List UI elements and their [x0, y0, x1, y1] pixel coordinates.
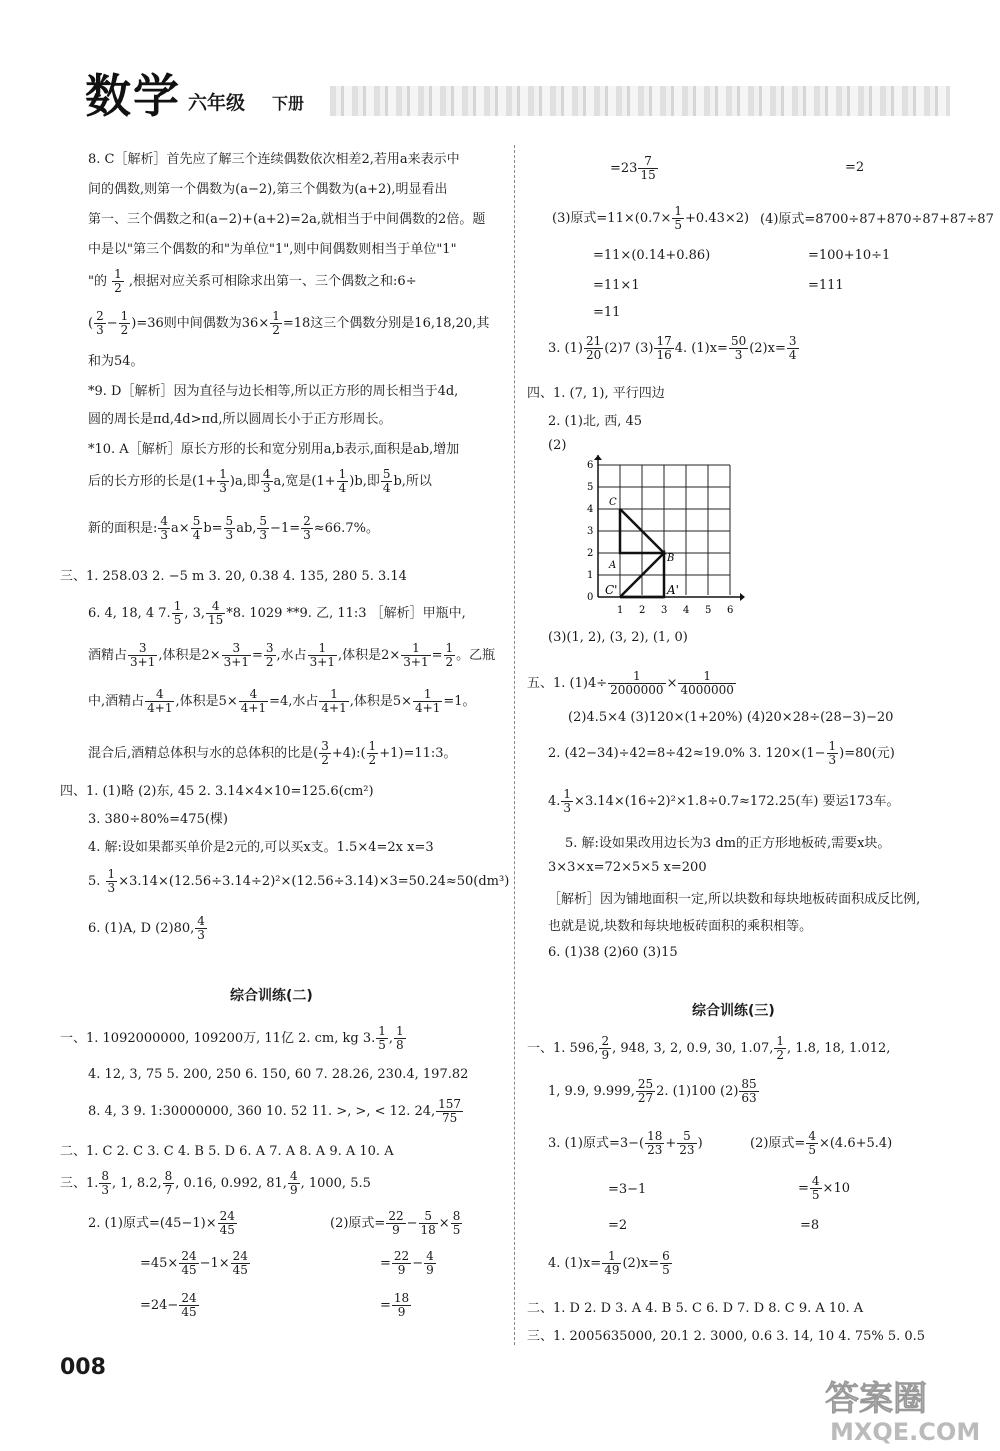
grade-label: 六年级 — [188, 92, 246, 114]
text-line: 三、1. $\frac{8}{3}$ , 1, 8.2, $\frac{8}{7}$ , 0.16, 0.992, 81, $\frac{4}{9}$ , 1000, 5.5 — [60, 1169, 371, 1198]
text-line: 二、1. C 2. C 3. C 4. B 5. D 6. A 7. A 8. A 9. A 10. A — [60, 1144, 394, 1159]
text-line: = $\frac{4}{5}$ ×10 — [798, 1174, 850, 1203]
text-line: 五、1. (1)4÷ $\frac{1}{2000000}$ × $\frac{1}{4000000}$ — [527, 669, 734, 698]
x-tick: 3 — [661, 605, 668, 616]
text-line: =111 — [808, 278, 844, 293]
text-line: 8. 4, 3 9. 1:30000000, 360 10. 52 11. >, >, < 12. 24, $\frac{157}{75}$ — [88, 1097, 462, 1126]
point-label-B: B — [667, 553, 675, 564]
point-label-C-prime: C' — [605, 583, 618, 597]
text-line: (3)(1, 2), (3, 2), (1, 0) — [548, 630, 688, 645]
fraction: $\frac{1}{2}$ — [114, 267, 122, 296]
x-tick: 2 — [639, 605, 646, 616]
text-line: =2 — [608, 1218, 628, 1233]
text-line: =23 $\frac{7}{15}$ — [610, 154, 656, 183]
x-tick: 5 — [705, 605, 712, 616]
watermark-logo — [820, 1370, 990, 1445]
text-line: 6. (1)A, D (2)80, $\frac{4}{3}$ — [88, 914, 205, 943]
text-line: 1, 9.9, 9.999, $\frac{25}{27}$ 2. (1)100 (2) $\frac{85}{63}$ — [548, 1077, 757, 1106]
text-line: 6. (1)38 (2)60 (3)15 — [548, 945, 678, 960]
coordinate-grid — [585, 455, 745, 625]
text-line: 中是以"第三个偶数的和"为单位"1",则中间偶数则相当于单位"1" — [88, 242, 457, 257]
page-number: 008 — [60, 1355, 106, 1380]
book-title: 数学 — [85, 69, 181, 123]
text-line: 2. (1)原式=(45−1)× $\frac{24}{45}$ — [88, 1209, 235, 1238]
section-title: 综合训练(三) — [692, 1003, 775, 1019]
text-line: 8. C［解析］首先应了解三个连续偶数依次相差2,若用a来表示中 — [88, 152, 460, 167]
text-line: 4. $\frac{1}{3}$ ×3.14×(16÷2)²×1.8÷0.7≈172.25(车) 要运173车。 — [548, 787, 900, 816]
text-line: "的 $\frac{1}{2}$ ,根据对应关系可相除求出第一、三个偶数之和:6÷ — [88, 267, 417, 296]
text-line: =11×1 — [593, 278, 640, 293]
text-line: 和为54。 — [88, 354, 144, 369]
header-decor-band — [330, 86, 950, 116]
y-tick: 3 — [587, 526, 594, 537]
text-line: 混合后,酒精总体积与水的总体积的比是( $\frac{3}{2}$ +4):( $\frac{1}{2}$ +1)=11:3。 — [88, 739, 457, 768]
text-line: 3. (1)原式=3−( $\frac{18}{23}$ + $\frac{5}{23}$ ) — [548, 1129, 703, 1158]
text-line: 3. 380÷80%=475(棵) — [88, 812, 228, 827]
svg-text:MXQE.COM: MXQE.COM — [830, 1418, 981, 1445]
y-tick: 1 — [587, 570, 594, 581]
text-line: 四、1. (7, 1), 平行四边 — [527, 386, 665, 401]
text-line: (2)原式= $\frac{22}{9}$ − $\frac{5}{18}$ × $\frac{8}{5}$ — [330, 1209, 461, 1238]
text-line: (2)原式= $\frac{4}{5}$ ×(4.6+5.4) — [750, 1129, 893, 1158]
text-line: 6. 4, 18, 4 7. $\frac{1}{5}$ , 3, $\frac{4}{15}$ *8. 1029 **9. 乙, 11:3 ［解析］甲瓶中, — [88, 599, 466, 628]
text-line: = $\frac{22}{9}$ − $\frac{4}{9}$ — [380, 1249, 434, 1278]
text-line: 酒精占 $\frac{3}{3+1}$ ,体积是2× $\frac{3}{3+1}$ = $\frac{3}{2}$ ,水占 $\frac{1}{3+1}$ ,体积是2× $\frac{1}{3+1}$ = $\frac{1}{2}$ 。乙瓶 — [88, 641, 496, 670]
text-line: 5. 解:设如果改用边长为3 dm的正方形地板砖,需要x块。 — [565, 836, 891, 851]
text-line: 3. (1) $\frac{21}{20}$ (2)7 (3) $\frac{17}{16}$ 4. (1)x= $\frac{50}{3}$ (2)x= $\frac{3}{4}$ — [548, 334, 797, 363]
point-label-C: C — [609, 497, 617, 508]
x-tick: 6 — [727, 605, 734, 616]
text-line: 三、1. 258.03 2. −5 m 3. 20, 0.38 4. 135, 280 5. 3.14 — [60, 569, 407, 584]
svg-text:答案圈: 答案圈 — [825, 1379, 927, 1419]
text-line: 也就是说,块数和每块地板砖面积的乘积相等。 — [548, 919, 813, 934]
y-tick: 2 — [587, 548, 594, 559]
x-tick: 1 — [617, 605, 624, 616]
text-line: 三、1. 2005635000, 20.1 2. 3000, 0.6 3. 14, 10 4. 75% 5. 0.5 — [527, 1329, 926, 1344]
text-line: 二、1. D 2. D 3. A 4. B 5. C 6. D 7. D 8. C 9. A 10. A — [527, 1301, 864, 1316]
text-line: 间的偶数,则第一个偶数为(a−2),第三个偶数为(a+2),明显看出 — [88, 182, 448, 197]
text-line: 四、1. (1)略 (2)东, 45 2. 3.14×4×10=125.6(cm²) — [60, 784, 374, 799]
text-line: =8 — [800, 1218, 820, 1233]
text-line: 2. (42−34)÷42=8÷42≈19.0% 3. 120×(1− $\frac{1}{3}$ )=80(元) — [548, 739, 895, 768]
column-divider — [514, 145, 515, 1345]
y-tick: 5 — [587, 482, 594, 493]
text-line: (3)原式=11×(0.7× $\frac{1}{5}$ +0.43×2) — [552, 204, 750, 233]
text-line: =11×(0.14+0.86) — [593, 248, 711, 263]
text-line: 第一、三个偶数之和(a−2)+(a+2)=2a,就相当于中间偶数的2倍。题 — [88, 212, 486, 227]
point-label-A: A — [609, 560, 617, 571]
text-line: 5. $\frac{1}{3}$ ×3.14×(12.56÷3.14÷2)²×(12.56÷3.14)×3=50.24≈50(dm³) — [88, 867, 510, 896]
text-line: ( $\frac{2}{3}$ − $\frac{1}{2}$ )=36则中间偶数为36× $\frac{1}{2}$ =18这三个偶数分别是16,18,20,其 — [88, 309, 490, 338]
text-line: 4. 解:设如果都买单价是2元的,可以买x支。1.5×4=2x x=3 — [88, 840, 434, 855]
grid-svg — [585, 455, 745, 625]
text-line: (2) — [548, 438, 567, 453]
term-label: 下册 — [272, 94, 305, 113]
text-line: (4)原式=8700÷87+870÷87+87÷87 — [760, 212, 994, 227]
text-line: =11 — [593, 305, 621, 320]
text-line: 2. (1)北, 西, 45 — [548, 414, 643, 429]
text-line: =2 — [845, 160, 865, 175]
text-line: *9. D［解析］因为直径与边长相等,所以正方形的周长相当于4d, — [88, 384, 459, 399]
point-label-A-prime: A' — [667, 583, 679, 597]
text-line: 新的面积是: $\frac{4}{3}$ a× $\frac{5}{4}$ b= $\frac{5}{3}$ ab, $\frac{5}{3}$ −1= $\frac{2}{3}$ ≈66.7%。 — [88, 514, 379, 543]
text-line: =3−1 — [608, 1182, 647, 1197]
text-line: (2)4.5×4 (3)120×(1+20%) (4)20×28÷(28−3)−20 — [568, 710, 894, 725]
section-title: 综合训练(二) — [230, 988, 313, 1004]
y-tick: 6 — [587, 460, 594, 471]
text-line: =45× $\frac{24}{45}$ −1× $\frac{24}{45}$ — [140, 1249, 248, 1278]
page-header — [0, 0, 1000, 130]
text-line: 3×3×x=72×5×5 x=200 — [548, 860, 707, 875]
x-tick: 4 — [683, 605, 690, 616]
text-line: *10. A［解析］原长方形的长和宽分别用a,b表示,面积是ab,增加 — [88, 442, 460, 457]
text-line: ［解析］因为铺地面积一定,所以块数和每块地板砖面积成反比例, — [548, 892, 921, 907]
text-line: 中,酒精占 $\frac{4}{4+1}$ ,体积是5× $\frac{4}{4+1}$ =4,水占 $\frac{1}{4+1}$ ,体积是5× $\frac{1}{4+1}$ =1。 — [88, 687, 476, 716]
text-line: 后的长方形的长是(1+ $\frac{1}{3}$ )a,即 $\frac{4}{3}$ a,宽是(1+ $\frac{1}{4}$ )b,即 $\frac{5}{4}$ b,所以 — [88, 467, 432, 496]
text-line: 一、1. 1092000000, 109200万, 11亿 2. cm, kg 3. $\frac{1}{5}$ , $\frac{1}{8}$ — [60, 1024, 404, 1053]
text-line: = $\frac{18}{9}$ — [380, 1291, 410, 1320]
text-line: =100+10÷1 — [808, 248, 891, 263]
text-line: 一、1. 596, $\frac{2}{9}$ , 948, 3, 2, 0.9, 30, 1.07, $\frac{1}{2}$ , 1.8, 18, 1.012, — [527, 1034, 891, 1063]
text-line: 4. (1)x= $\frac{1}{49}$ (2)x= $\frac{6}{5}$ — [548, 1249, 670, 1278]
text-line: 圆的周长是πd,4d>πd,所以圆周长小于正方形周长。 — [88, 412, 392, 427]
text-line: =24− $\frac{24}{45}$ — [140, 1291, 197, 1320]
y-tick: 0 — [587, 592, 594, 603]
text-line: 4. 12, 3, 75 5. 200, 250 6. 150, 60 7. 28.26, 230.4, 197.82 — [88, 1067, 469, 1082]
y-tick: 4 — [587, 504, 594, 515]
